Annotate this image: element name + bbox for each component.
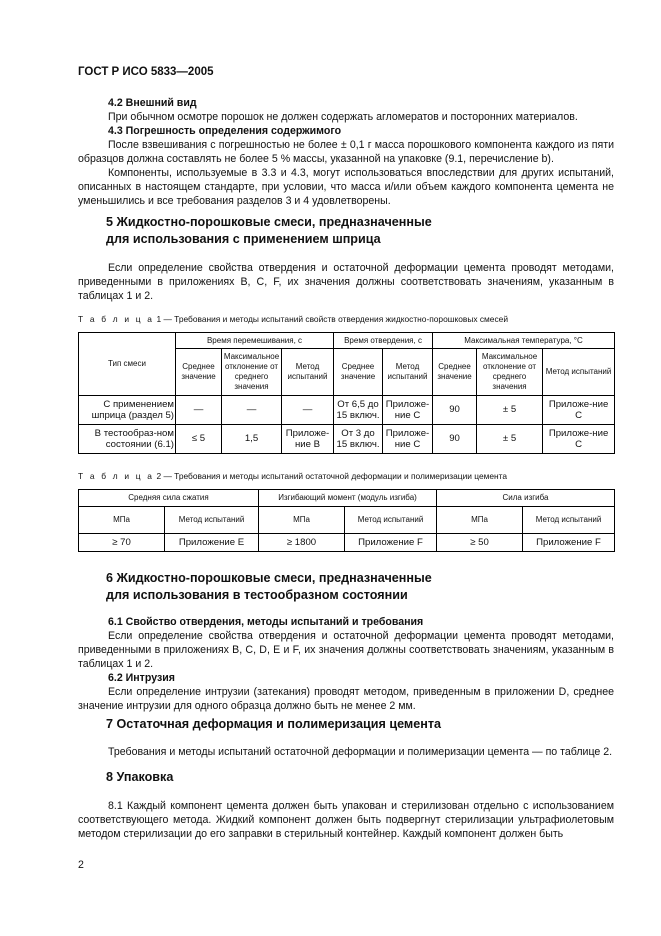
section-8-text: 8.1 Каждый компонент цемента должен быть упакован и стерилизован отдельно с использованием соответствующего метода. Жидкий компонент должен быть подвергнут стерилизации ультрафиолетовым методом стерилизации до его заправки в стерильный контейнер. Каждый компонент должен быть <box>78 800 614 840</box>
table-1-subheader: Среднее значение <box>334 349 383 396</box>
section-4-3-paragraph-2: Компоненты, используемые в 3.3 и 4.3, могут использоваться впоследствии для других испытаний, описанных в настоящем стандарте, при условии, что масса и/или объем каждого компонента цемента не уменьшились и все требования разделов 3 и 4 удовлетворены. <box>78 167 614 207</box>
table-2-subheader: Метод испытаний <box>523 507 615 534</box>
table-2-subheader: Метод испытаний <box>345 507 437 534</box>
section-6-title: 6 Жидкостно-порошковые смеси, предназначенные для использования в тестообразном состоянии <box>106 571 432 602</box>
page-number: 2 <box>78 859 84 871</box>
table-1 <box>78 332 615 454</box>
section-6-2-text: Если определение интрузии (затекания) проводят методом, приведенным в приложении D, среднее значение интрузии для одного образца должно быть не менее 2 мм. <box>78 686 614 712</box>
table-1-subheader: Метод испытаний <box>543 349 615 396</box>
document-header: ГОСТ Р ИСО 5833—2005 <box>78 66 214 78</box>
section-7-title: 7 Остаточная деформация и полимеризация цемента <box>106 717 442 731</box>
table-1-subheader: Метод испытаний <box>282 349 334 396</box>
table-1-header-mixing-time: Время перемешивания, с <box>176 333 334 349</box>
table-1-subheader: Среднее значение <box>176 349 222 396</box>
table-2-subheader: МПа <box>259 507 345 534</box>
section-6-1-heading: 6.1 Свойство отвердения, методы испытаний и требования <box>108 616 424 628</box>
section-8-title: 8 Упаковка <box>106 770 174 784</box>
section-7-text: Требования и методы испытаний остаточной деформации и полимеризации цемента — по таблице 2. <box>108 746 613 758</box>
table-1-subheader: Максимальное отклонение от среднего значения <box>477 349 543 396</box>
table-row: ≥ 70 Приложение Е ≥ 1800 Приложение F ≥ 50 Приложение F <box>79 534 615 552</box>
section-4-2-heading: 4.2 Внешний вид <box>108 97 197 109</box>
table-1-subheader: Среднее значение <box>433 349 477 396</box>
table-1-header-max-temperature: Максимальная температура, °С <box>433 333 615 349</box>
table-2-header-bending-modulus: Изгибающий момент (модуль изгиба) <box>259 490 437 507</box>
table-2-subheader: Метод испытаний <box>165 507 259 534</box>
section-5-title: 5 Жидкостно-порошковые смеси, предназначенные для использования с применением шприца <box>106 215 432 246</box>
table-2-subheader: МПа <box>79 507 165 534</box>
table-2 <box>78 489 615 552</box>
section-4-3-heading: 4.3 Погрешность определения содержимого <box>108 125 342 137</box>
table-row: В тестообраз-ном состоянии (6.1) ≤ 5 1,5 Приложе-ние В От 3 до 15 включ. Приложе-ние С 90 ± 5 Приложе-ние С <box>79 425 615 454</box>
table-row: С применением шприца (раздел 5) — — — От 6,5 до 15 включ. Приложе-ние С 90 ± 5 Приложе-ние С <box>79 396 615 425</box>
table-1-subheader: Метод испытаний <box>383 349 433 396</box>
section-4-2 <box>78 96 614 208</box>
table-2-header-bending-strength: Сила изгиба <box>437 490 615 507</box>
table-2-subheader: МПа <box>437 507 523 534</box>
section-6 <box>78 615 614 713</box>
table-2-caption: Т а б л и ц а 2 — Требования и методы испытаний остаточной деформации и полимеризации цемента <box>78 471 508 481</box>
table-1-caption: Т а б л и ц а 1 — Требования и методы испытаний свойств отвердения жидкостно-порошковых смесей <box>78 314 508 324</box>
table-1-header-type: Тип смеси <box>79 333 176 396</box>
section-6-2-heading: 6.2 Интрузия <box>108 672 175 684</box>
table-1-subheader: Максимальное отклонение от среднего значения <box>222 349 282 396</box>
table-2-header-compression: Средняя сила сжатия <box>79 490 259 507</box>
section-4-2-text: При обычном осмотре порошок не должен содержать агломератов и посторонних материалов. <box>108 111 578 123</box>
section-6-1-text: Если определение свойства отвердения и остаточной деформации цемента проводят методами, приведенными в приложениях B, C, D, E и F, их значения должны соответствовать значениям, указанным в таблицах 1 и 2. <box>78 630 614 670</box>
table-1-header-setting-time: Время отвердения, с <box>334 333 433 349</box>
section-5-text: Если определение свойства отвердения и остаточной деформации цемента проводят методами, приведенными в приложениях B, C, F, их значения должны соответствовать значениям, указанным в таблицах 1 и 2. <box>78 262 614 302</box>
section-4-3-paragraph-1: После взвешивания с погрешностью не более ± 0,1 г масса порошкового компонента каждого из пяти образцов должна составлять не более 5 % массы, указанной на упаковке (9.1, перечисление b). <box>78 139 614 165</box>
